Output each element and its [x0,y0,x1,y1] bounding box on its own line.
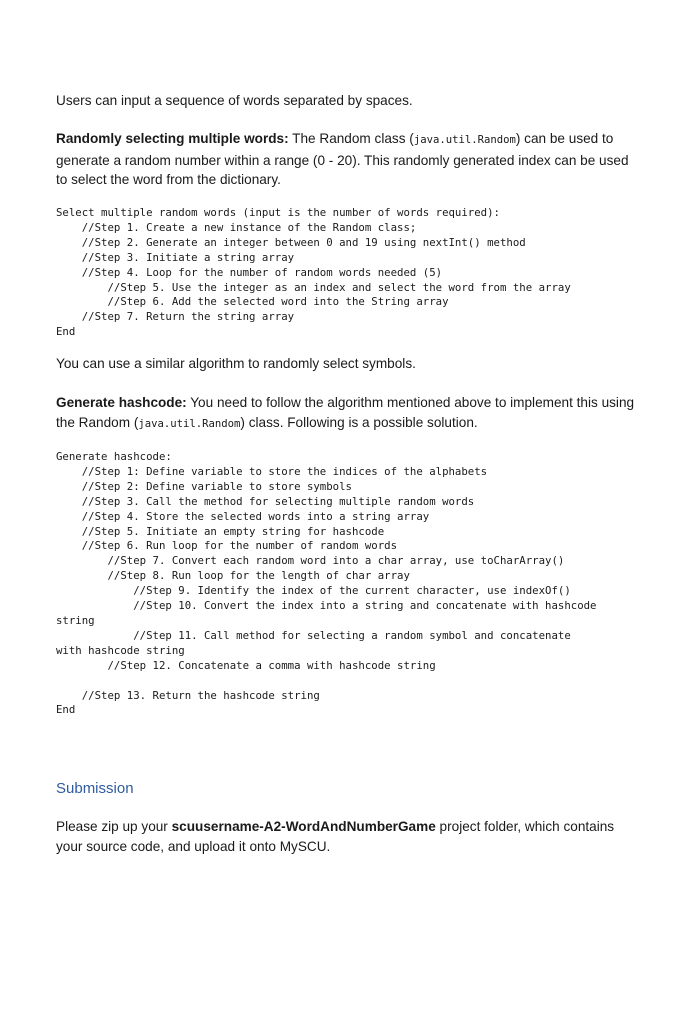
symbols-paragraph: You can use a similar algorithm to randomly select symbols. [56,356,416,371]
submission-bold-folder: scuusername-A2-WordAndNumberGame [171,819,436,834]
hashcode-bold-label: Generate hashcode: [56,395,187,410]
hashcode-text-2: ) class. Following is a possible solution. [240,414,478,430]
code-block-select-words: Select multiple random words (input is the number of words required): //Step 1. Create a new instance of the Random class; //Step 2. Generate an integer between 0 and 19 using nextInt() method //Step 3. Initiate a string array //Step 4. Loop for the number of random words needed (5) //Step 5. Use the integer as an index and select the word from the array //Step 6. Add the selected word into the String array //Step 7. Return the string array End [56,206,571,339]
random-words-inline-code: java.util.Random [413,134,516,146]
intro-paragraph: Users can input a sequence of words separated by spaces. [56,93,413,108]
hashcode-paragraph [56,393,636,434]
random-words-text-2: ) can be used to generate a random number within a range (0 - 20). This randomly generated index can be used to select the word from the dictionary. [56,131,629,187]
random-words-text-1: The Random class ( [288,131,414,146]
hashcode-text-1: You need to follow the algorithm mentioned above to implement this using the Random ( [56,395,635,430]
hashcode-inline-code: java.util.Random [138,417,241,430]
random-words-bold-label: Randomly selecting multiple words: [56,131,289,146]
submission-text-1: Please zip up your [56,819,172,834]
random-words-paragraph [56,129,636,190]
submission-heading: Submission [56,780,134,797]
submission-text-2: project folder, which contains your source code, and upload it onto MySCU. [56,819,615,854]
code-block-hashcode: Generate hashcode: //Step 1: Define variable to store the indices of the alphabets //Step 2: Define variable to store symbols //Step 3. Call the method for selecting multiple random words //Step 4. Store the selected words into a string array //Step 5. Initiate an empty string for hashcode //Step 6. Run loop for the number of random words //Step 7. Convert each random word into a char array, use toCharArray() //Step 8. Run loop for the length of char array //Step 9. Identify the index of the current character, use indexOf() //Step 10. Convert the index into a string and concatenate with hashcode string //Step 11. Call method for selecting a random symbol and concatenate with hashcode string //Step 12. Concatenate a comma with hashcode string //Step 13. Return the hashcode string End [56,450,597,717]
submission-paragraph [56,817,636,856]
